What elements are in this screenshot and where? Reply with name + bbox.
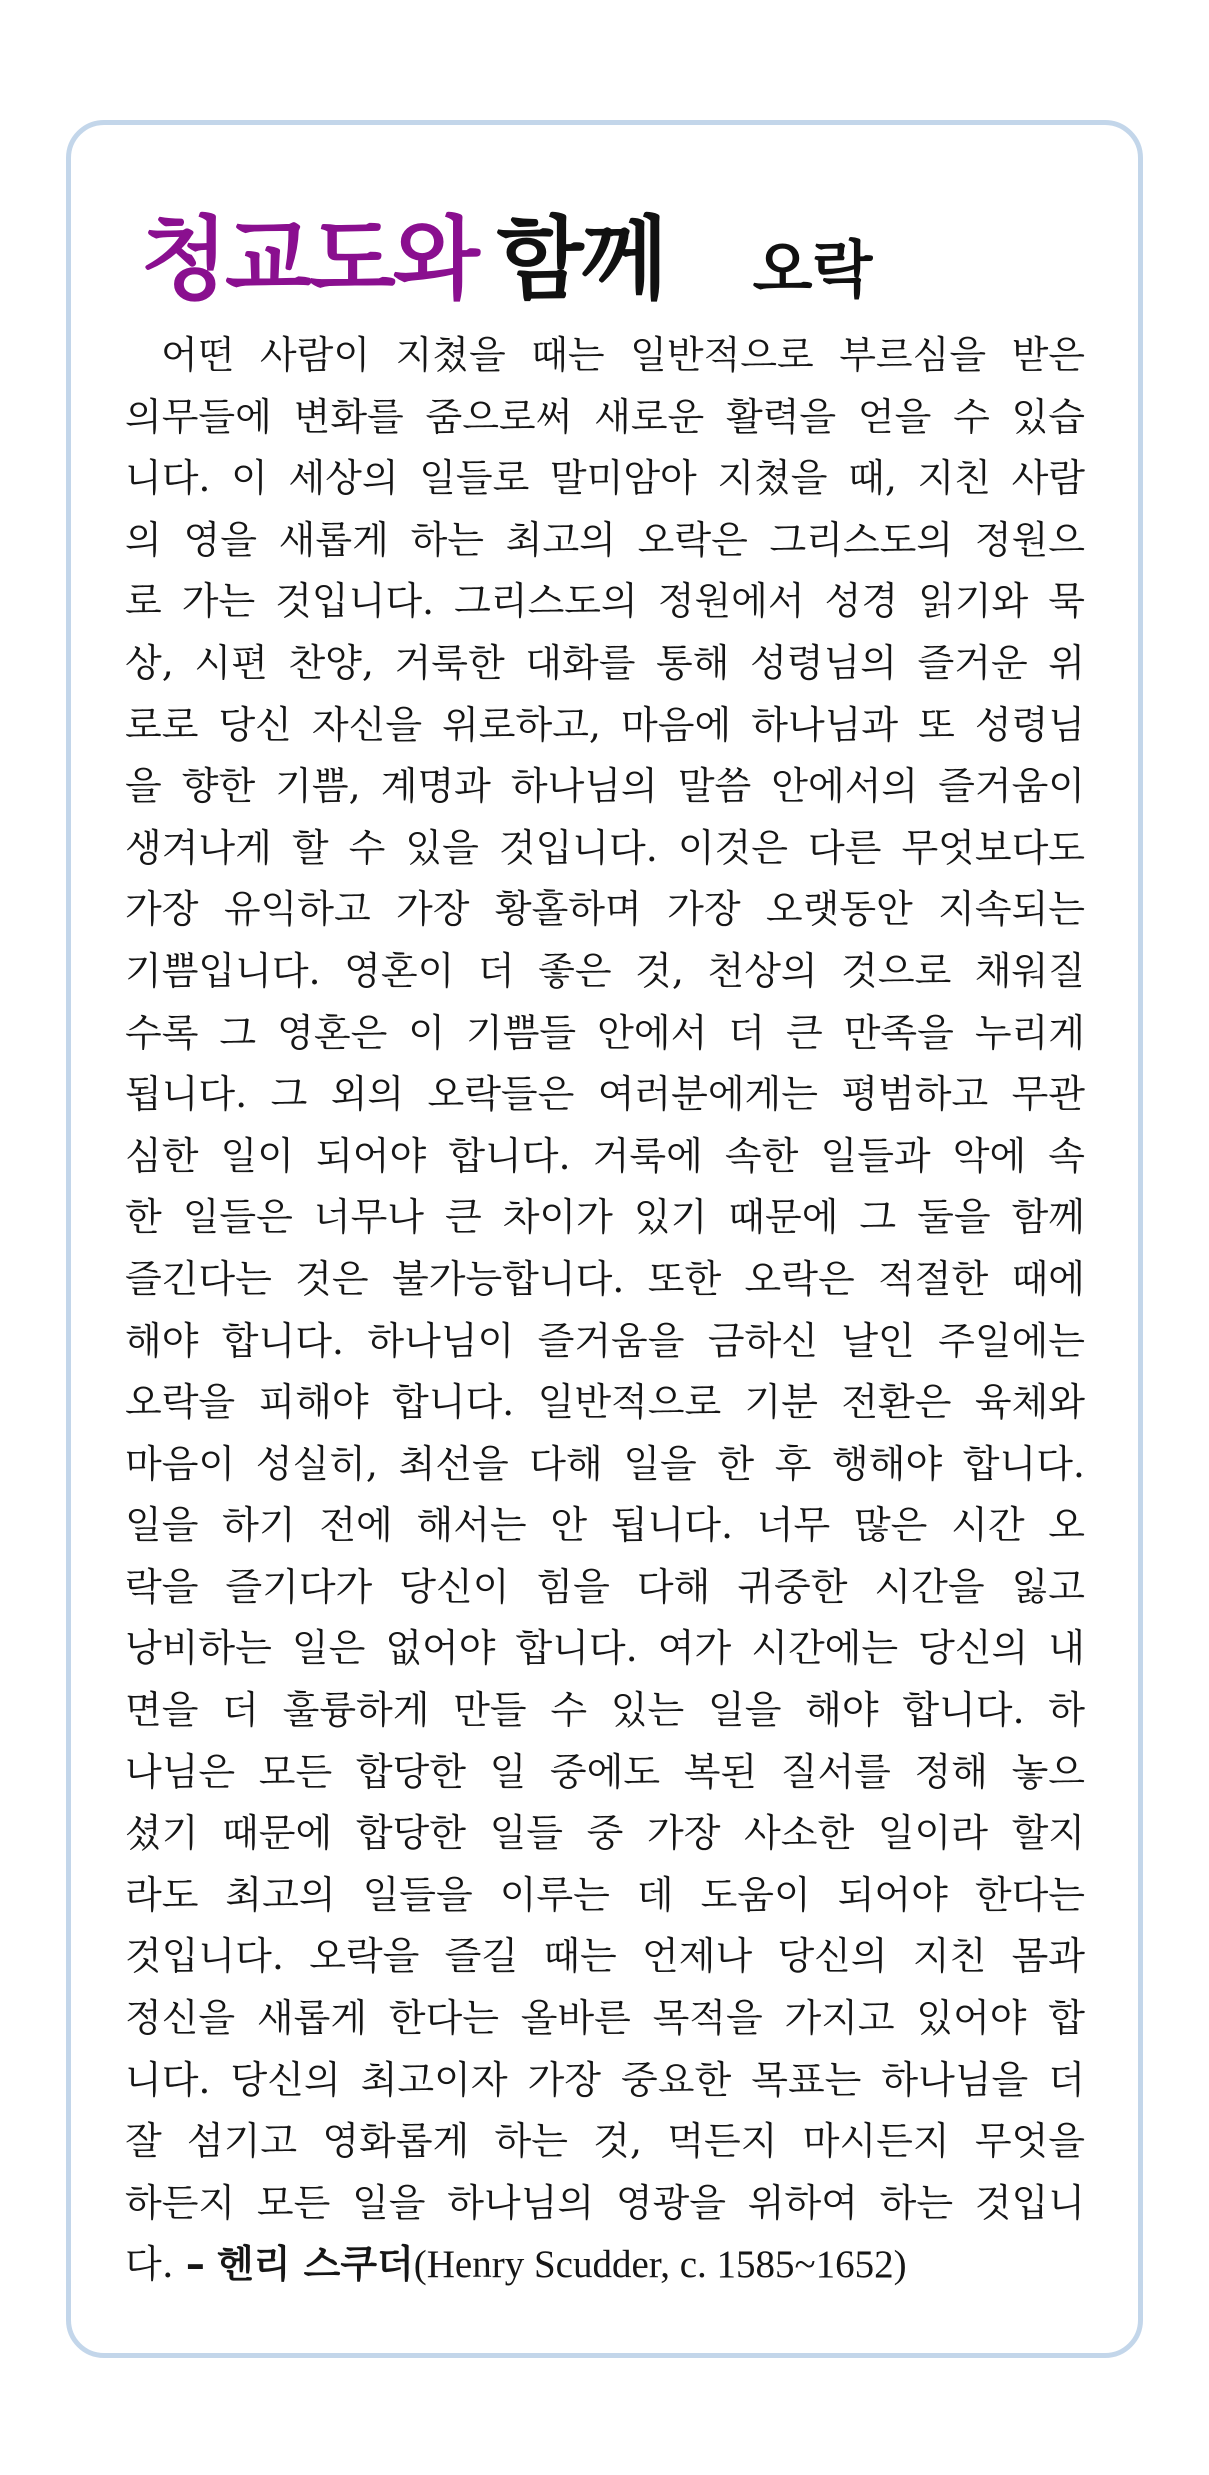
body-line: [125, 1742, 1085, 1804]
body-line: [125, 756, 1085, 818]
body-line-text: 됩니다. 그 외의 오락들은 여러분에게는 평범하고 무관: [125, 1072, 1085, 1117]
body-line: [125, 1311, 1085, 1373]
body-line: [125, 1187, 1085, 1249]
body-line-text: 나님은 모든 합당한 일 중에도 복된 질서를 정해 놓으: [125, 1749, 1085, 1794]
body-line: [125, 1557, 1085, 1619]
body-line: [125, 879, 1085, 941]
body-line: [125, 695, 1085, 757]
body-line: [125, 1803, 1085, 1865]
author-name: 헨리 스쿠더: [216, 2242, 414, 2287]
body-line-text: 마음이 성실히, 최선을 다해 일을 한 후 행해야 합니다.: [125, 1441, 1085, 1486]
body-line-text: 기쁨입니다. 영혼이 더 좋은 것, 천상의 것으로 채워질: [125, 948, 1085, 993]
body-line: [125, 1495, 1085, 1557]
body-line-text: 로 가는 것입니다. 그리스도의 정원에서 성경 읽기와 묵: [125, 579, 1085, 624]
body-line: [125, 941, 1085, 1003]
body-line: [125, 1064, 1085, 1126]
body-line: [125, 325, 1085, 387]
body-line-text: 일을 하기 전에 해서는 안 됩니다. 너무 많은 시간 오: [125, 1503, 1085, 1548]
body-line-text: 상, 시편 찬양, 거룩한 대화를 통해 성령님의 즐거운 위: [125, 640, 1085, 685]
body-line: [125, 448, 1085, 510]
body-line-text: 셨기 때문에 합당한 일들 중 가장 사소한 일이라 할지: [125, 1811, 1085, 1856]
body-line-text: 가장 유익하고 가장 황홀하며 가장 오랫동안 지속되는: [125, 887, 1085, 932]
author-detail: (Henry Scudder, c. 1585~1652): [413, 2243, 907, 2287]
body-line-text: 잘 섬기고 영화롭게 하는 것, 먹든지 마시든지 무엇을: [125, 2119, 1085, 2164]
body-line-text: 낭비하는 일은 없어야 합니다. 여가 시간에는 당신의 내: [125, 1626, 1085, 1671]
article-title: 오락: [752, 233, 873, 306]
body-line-text: 수록 그 영혼은 이 기쁨들 안에서 더 큰 만족을 누리게: [125, 1010, 1085, 1055]
body-line: [125, 633, 1085, 695]
body-line-text: 오락을 피해야 합니다. 일반적으로 기분 전환은 육체와: [125, 1380, 1085, 1425]
body-line-text: 생겨나게 할 수 있을 것입니다. 이것은 다른 무엇보다도: [125, 825, 1085, 870]
body-line: [125, 571, 1085, 633]
body-line: [125, 387, 1085, 449]
body-line-text: 하든지 모든 일을 하나님의 영광을 위하여 하는 것입니: [125, 2180, 1085, 2225]
body-line-text: 니다. 이 세상의 일들로 말미암아 지쳤을 때, 지친 사람: [125, 456, 1085, 501]
body-line-text: 니다. 당신의 최고이자 가장 중요한 목표는 하나님을 더: [125, 2057, 1085, 2102]
article-card: [66, 120, 1143, 2358]
body-line: [125, 1249, 1085, 1311]
body-line: [125, 818, 1085, 880]
article-heading: [141, 195, 873, 312]
body-line-text: 어떤 사람이 지쳤을 때는 일반적으로 부르심을 받은: [161, 333, 1085, 377]
body-line-text: 면을 더 훌륭하게 만들 수 있는 일을 해야 합니다. 하: [125, 1688, 1085, 1733]
body-line: [125, 1372, 1085, 1434]
body-line: [125, 1126, 1085, 1188]
body-line: [125, 1926, 1085, 1988]
body-line-text: 의무들에 변화를 줌으로써 새로운 활력을 얻을 수 있습: [125, 394, 1085, 439]
body-line-text: 라도 최고의 일들을 이루는 데 도움이 되어야 한다는: [125, 1872, 1085, 1917]
attribution-line: [125, 2234, 1085, 2296]
column-brand: 청교도와: [141, 207, 477, 312]
body-line: [125, 1434, 1085, 1496]
body-line: [125, 2173, 1085, 2235]
body-line-text: 락을 즐기다가 당신이 힘을 다해 귀중한 시간을 잃고: [125, 1564, 1085, 1609]
body-line-text: 해야 합니다. 하나님이 즐거움을 금하신 날인 주일에는: [125, 1318, 1085, 1363]
body-line-text: 을 향한 기쁨, 계명과 하나님의 말씀 안에서의 즐거움이: [125, 764, 1085, 809]
body-line-text: 것입니다. 오락을 즐길 때는 언제나 당신의 지친 몸과: [125, 1934, 1085, 1979]
body-line: [125, 1003, 1085, 1065]
body-line-text: 한 일들은 너무나 큰 차이가 있기 때문에 그 둘을 함께: [125, 1195, 1085, 1240]
body-line-text: 정신을 새롭게 한다는 올바른 목적을 가지고 있어야 합: [125, 1996, 1085, 2041]
body-line: [125, 1618, 1085, 1680]
body-line: [125, 2050, 1085, 2112]
article-body: [125, 325, 1085, 2296]
column-brand-suffix: 함께: [496, 207, 665, 312]
body-line-text: 심한 일이 되어야 합니다. 거룩에 속한 일들과 악에 속: [125, 1133, 1085, 1178]
body-line: [125, 510, 1085, 572]
body-line-text: 의 영을 새롭게 하는 최고의 오락은 그리스도의 정원으: [125, 517, 1085, 562]
body-line: [125, 1988, 1085, 2050]
body-line: [125, 1680, 1085, 1742]
body-line-text: 즐긴다는 것은 불가능합니다. 또한 오락은 적절한 때에: [125, 1256, 1085, 1301]
body-line: [125, 2111, 1085, 2173]
body-line-text: 로로 당신 자신을 위로하고, 마음에 하나님과 또 성령님: [125, 702, 1085, 747]
attribution-dash: –: [185, 2242, 205, 2287]
body-line: [125, 1865, 1085, 1927]
closing-text: 다.: [125, 2242, 174, 2287]
